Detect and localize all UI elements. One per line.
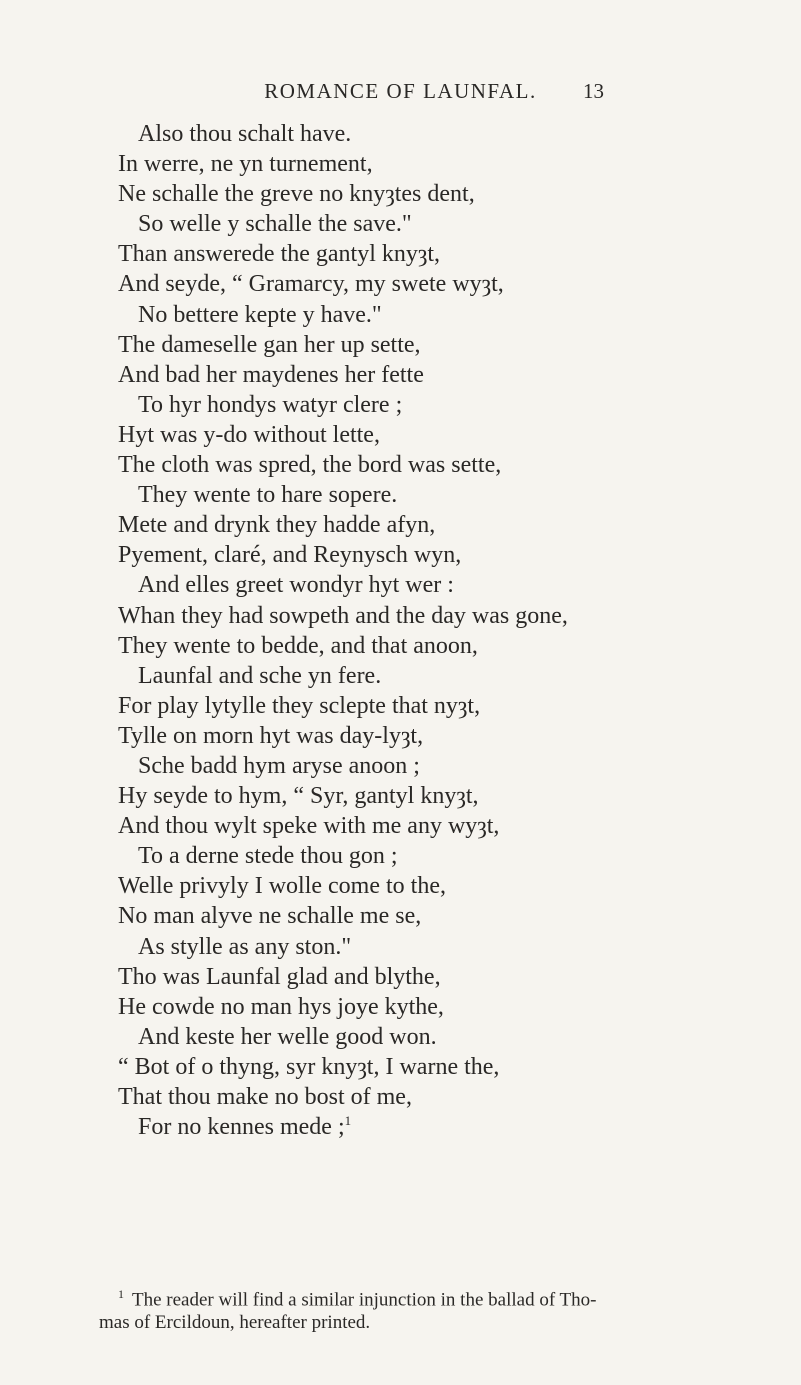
verse-line <box>118 450 801 480</box>
verse-line-text: Whan they had sowpeth and the day was gone, <box>118 602 568 629</box>
footnote-text-2: mas of Ercildoun, hereafter printed. <box>99 1312 371 1333</box>
verse-line-text: For play lytylle they sclepte that nyȝt, <box>118 692 481 719</box>
verse-line <box>118 751 801 781</box>
verse-line-text: Pyement, claré, and Reynysch wyn, <box>118 542 462 569</box>
verse-line <box>118 601 801 631</box>
page-number: 13 <box>583 79 604 103</box>
verse-line <box>118 1082 801 1112</box>
verse-line <box>118 570 801 600</box>
verse-line-text: And seyde, “ Gramarcy, my swete wyȝt, <box>118 271 504 298</box>
verse-line-text: Hyt was y-do without lette, <box>118 421 380 448</box>
verse-line-text: And bad her maydenes her fette <box>118 361 424 388</box>
verse-line-text: No bettere kepte y have." <box>138 301 382 328</box>
verse-line <box>118 480 801 510</box>
verse-line-text: They wente to hare sopere. <box>138 482 398 509</box>
verse-line-text: In werre, ne yn turnement, <box>118 151 373 178</box>
verse-line <box>118 932 801 962</box>
footnote-line-2 <box>99 1311 801 1335</box>
verse-line-text: He cowde no man hys joye kythe, <box>118 993 444 1020</box>
verse-line <box>118 540 801 570</box>
verse-line <box>118 962 801 992</box>
footnote-line-1 <box>118 1282 801 1312</box>
verse-line <box>118 781 801 811</box>
verse-line <box>118 691 801 721</box>
verse-line-text: No man alyve ne schalle me se, <box>118 903 422 930</box>
verse-line-text: Also thou schalt have. <box>138 121 352 147</box>
verse-line <box>118 901 801 931</box>
verse-line <box>118 1112 801 1142</box>
verse-line <box>118 1052 801 1082</box>
footnote-marker: 1 <box>118 1287 124 1301</box>
running-head <box>0 79 801 109</box>
verse-line-text: “ Bot of o thyng, syr knyȝt, I warne the, <box>118 1053 500 1080</box>
verse-line-text: So welle y schalle the save." <box>138 211 412 238</box>
footnote-reference: 1 <box>344 1113 352 1129</box>
verse-line <box>118 330 801 360</box>
verse-line-text: Tho was Launfal glad and blythe, <box>118 963 441 990</box>
verse-line <box>118 119 801 149</box>
verse-line-text: For no kennes mede ; <box>138 1114 345 1141</box>
verse-line <box>118 390 801 420</box>
verse-line-text: To a derne stede thou gon ; <box>138 843 398 870</box>
verse-line-text: Sche badd hym aryse anoon ; <box>138 752 420 779</box>
verse-line-text: To hyr hondys watyr clere ; <box>138 391 403 418</box>
verse-line-text: Ne schalle the greve no knyȝtes dent, <box>118 181 475 208</box>
verse-line <box>118 1022 801 1052</box>
footnote-text-1: The reader will find a similar injunction in the ballad of Tho- <box>132 1289 597 1311</box>
verse-line-text: The dameselle gan her up sette, <box>118 331 421 358</box>
verse-line <box>118 239 801 269</box>
verse-line <box>118 300 801 330</box>
verse-text <box>118 119 801 1142</box>
verse-line-text: And keste her welle good won. <box>138 1023 437 1050</box>
verse-line <box>118 420 801 450</box>
verse-line-text: Hy seyde to hym, “ Syr, gantyl knyȝt, <box>118 783 479 810</box>
verse-line-text: Than answerede the gantyl knyȝt, <box>118 241 441 268</box>
verse-line <box>118 269 801 299</box>
verse-line <box>118 510 801 540</box>
verse-line-text: And elles greet wondyr hyt wer : <box>138 572 454 599</box>
verse-line <box>118 811 801 841</box>
verse-line-text: The cloth was spred, the bord was sette, <box>118 452 502 479</box>
verse-line-text: As stylle as any ston." <box>138 933 352 960</box>
verse-line <box>118 661 801 691</box>
verse-line-text: That thou make no bost of me, <box>118 1084 412 1110</box>
verse-line-text: Tylle on morn hyt was day-lyȝt, <box>118 722 424 749</box>
running-title: ROMANCE OF LAUNFAL. <box>264 79 537 103</box>
verse-line <box>118 841 801 871</box>
verse-line <box>118 992 801 1022</box>
verse-line-text: And thou wylt speke with me any wyȝt, <box>118 813 500 840</box>
verse-line <box>118 149 801 179</box>
verse-line-text: They wente to bedde, and that anoon, <box>118 632 478 659</box>
verse-line <box>118 360 801 390</box>
verse-line <box>118 179 801 209</box>
verse-line-text: Launfal and sche yn fere. <box>138 662 382 689</box>
verse-line-text: Welle privyly I wolle come to the, <box>118 873 446 900</box>
verse-line <box>118 871 801 901</box>
verse-line <box>118 721 801 751</box>
verse-line <box>118 631 801 661</box>
verse-line <box>118 209 801 239</box>
verse-line-text: Mete and drynk they hadde afyn, <box>118 512 436 539</box>
